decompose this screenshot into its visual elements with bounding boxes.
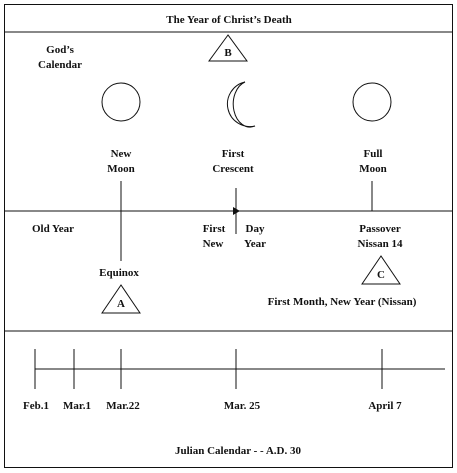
equinox-label: Equinox [99, 267, 139, 279]
new-moon-icon [102, 83, 140, 121]
full-moon-label-line2: Moon [359, 163, 387, 175]
date-label-feb1: Feb.1 [23, 400, 49, 412]
passover-label-line2: Nissan 14 [357, 238, 403, 250]
day-year-label-line2: Year [244, 238, 266, 250]
day-year-label-line1: Day [245, 223, 265, 235]
full-moon-icon [353, 83, 391, 121]
first-new-label-line2: New [202, 238, 224, 250]
gods-calendar-label-line1: God’s [46, 44, 74, 56]
first-crescent-label-line1: First [221, 148, 245, 160]
date-label-mar22: Mar.22 [106, 400, 140, 412]
full-moon-label-line1: Full [363, 148, 383, 160]
marker-a-label: A [117, 298, 125, 310]
new-moon-label-line2: Moon [107, 163, 135, 175]
julian-caption: Julian Calendar - - A.D. 30 [174, 445, 302, 457]
outer-frame [5, 5, 453, 468]
gods-calendar-label-line2: Calendar [38, 59, 82, 71]
first-crescent-icon [227, 82, 255, 127]
first-new-label-line1: First [202, 223, 226, 235]
passover-label-line1: Passover [359, 223, 401, 235]
marker-b-label: B [224, 47, 232, 59]
first-crescent-label-line2: Crescent [212, 163, 254, 175]
new-moon-label-line1: New [110, 148, 132, 160]
marker-c-label: C [377, 269, 385, 281]
first-month-label: First Month, New Year (Nissan) [267, 296, 417, 308]
diagram-title: The Year of Christ’s Death [166, 14, 292, 26]
date-label-april7: April 7 [368, 400, 402, 412]
date-label-mar25: Mar. 25 [223, 400, 261, 412]
date-label-mar1: Mar.1 [62, 400, 92, 412]
old-year-label: Old Year [31, 223, 75, 235]
